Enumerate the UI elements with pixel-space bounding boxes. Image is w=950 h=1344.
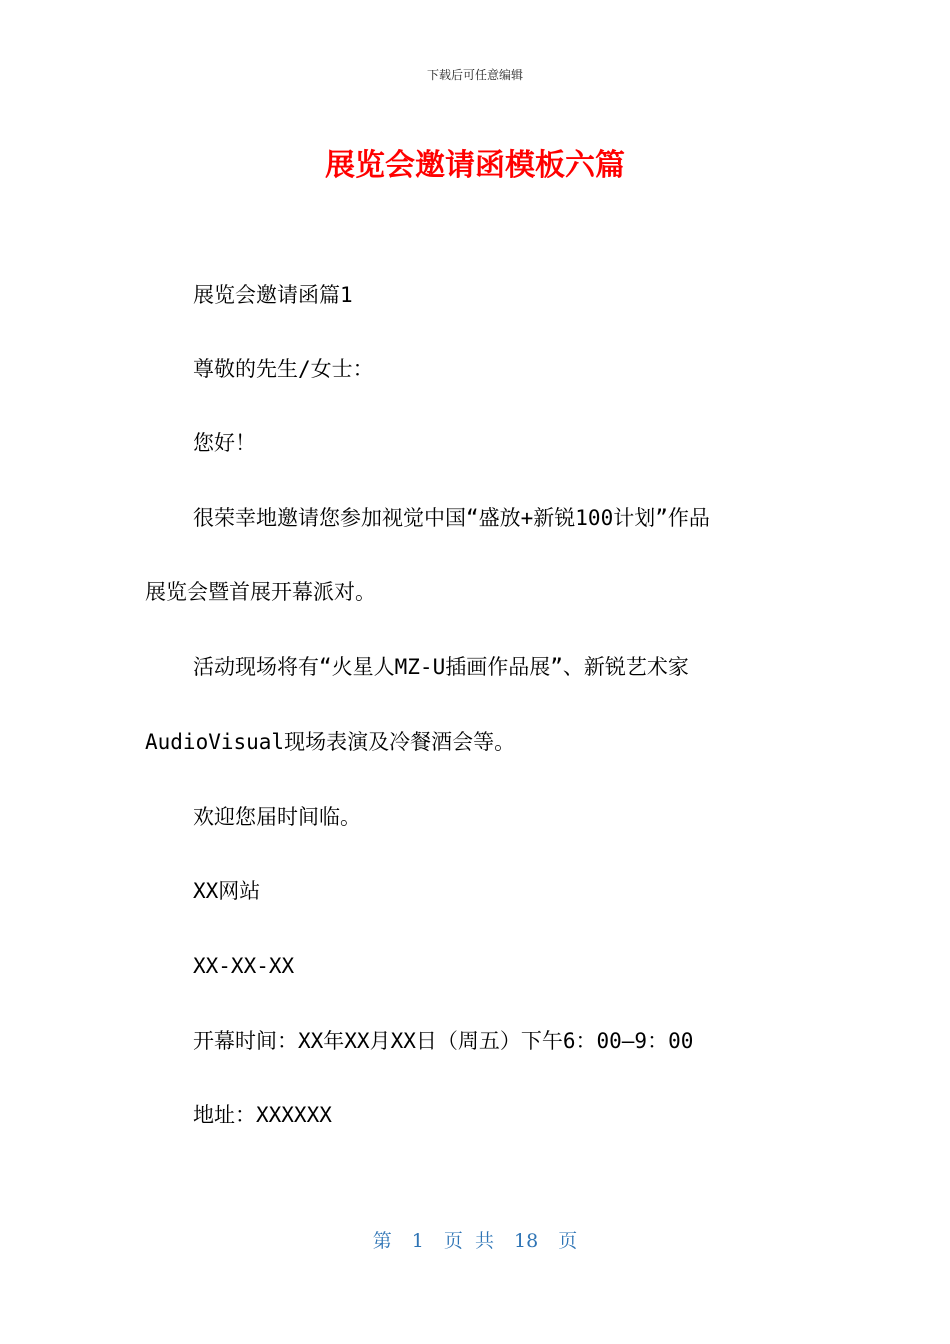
- address: 地址：XXXXXX: [193, 1103, 332, 1127]
- page-total: 18: [514, 1230, 539, 1252]
- header-note: 下载后可任意编辑: [426, 68, 523, 82]
- page-mid: 页 共: [443, 1230, 494, 1252]
- opening-time: 开幕时间：XX年XX月XX日（周五）下午6：00—9：00: [193, 1029, 694, 1053]
- body-paragraph-line: 活动现场将有“火星人MZ-U插画作品展”、新锐艺术家: [193, 655, 689, 679]
- letter-date: XX-XX-XX: [193, 954, 295, 978]
- closing-line: 欢迎您届时间临。: [193, 805, 361, 829]
- body-paragraph-line: 很荣幸地邀请您参加视觉中国“盛放+新锐100计划”作品: [193, 506, 710, 530]
- body-paragraph-line: 展览会暨首展开幕派对。: [145, 580, 376, 604]
- body-paragraph-line: AudioVisual现场表演及冷餐酒会等。: [145, 730, 516, 754]
- greeting: 您好！: [193, 431, 256, 455]
- salutation: 尊敬的先生/女士：: [193, 357, 374, 381]
- sender-name: XX网站: [193, 879, 261, 903]
- page-footer: [0, 1226, 950, 1253]
- page-suffix: 页: [558, 1230, 578, 1252]
- section-heading: 展览会邀请函篇1: [193, 283, 353, 307]
- page-current: 1: [411, 1230, 424, 1252]
- page-prefix: 第: [372, 1230, 392, 1252]
- document-title: 展览会邀请函模板六篇: [325, 148, 625, 183]
